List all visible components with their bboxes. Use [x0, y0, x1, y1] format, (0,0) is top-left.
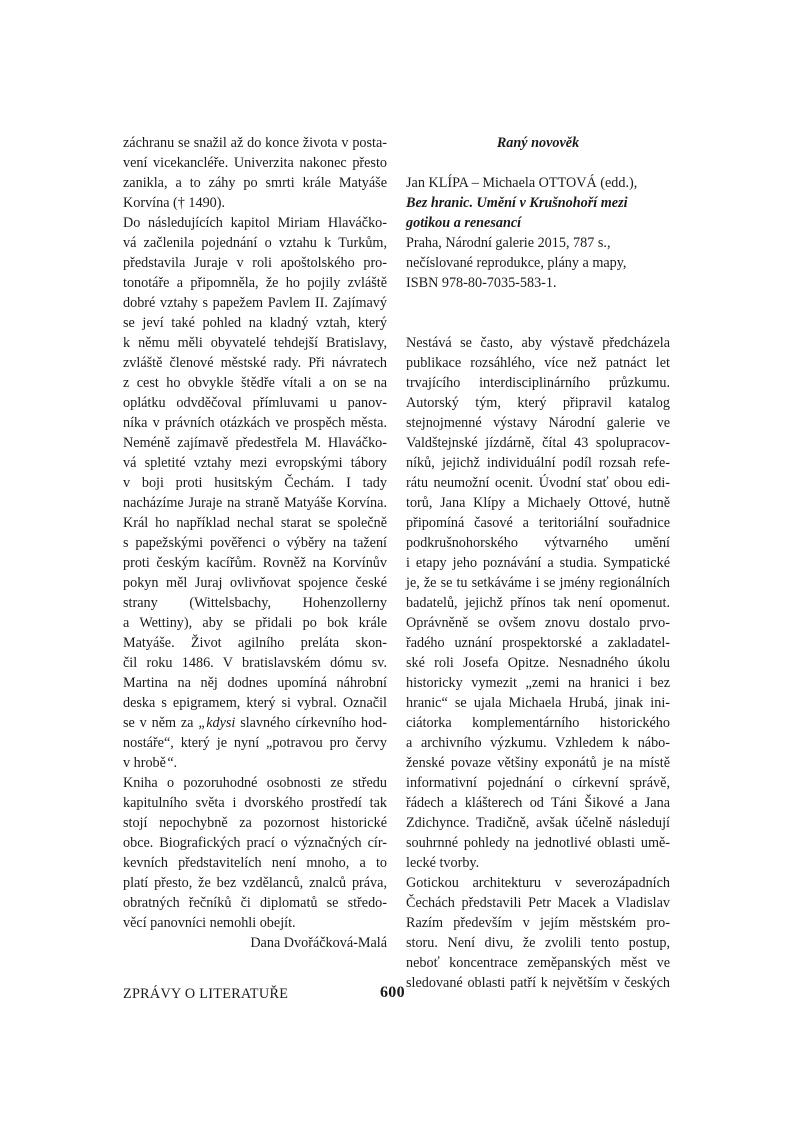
text-line: připomíná časové a teritoriální souřadnice: [406, 515, 670, 531]
text-line: deska s epigramem, který si vybral. Označil: [123, 695, 387, 711]
text-line: obratných řečníků či diplomatů se středo-: [123, 895, 387, 911]
text-line: nacházíme Juraje na straně Matyáše Korvína.: [123, 495, 387, 511]
text-line: historicky vymezit „zemi na hranici i bez: [406, 675, 670, 691]
text-line: Neméně zajímavě předestřela M. Hlaváčko-: [123, 435, 387, 451]
text-line: vení vicekancléře. Univerzita nakonec přesto: [123, 155, 387, 171]
text-line: strany (Wittelsbachy, Hohenzollerny: [123, 595, 387, 611]
text-line: pokyn měl Juraj ovlivňovat spojence české: [123, 575, 387, 591]
section-title: Raný novověk: [496, 135, 580, 151]
page-number: 600: [380, 984, 405, 1001]
text-line: a archivního výzkumu. Vzhledem k nábo-: [406, 735, 670, 751]
reference-title: gotikou a renesancí: [406, 215, 522, 231]
text-line: nostáře“, který je nyní „potravou pro červy: [123, 735, 387, 751]
reference-authors: Jan KLÍPA – Michaela OTTOVÁ (edd.),: [406, 175, 638, 191]
text-line: záchranu se snažil až do konce života v posta-: [123, 135, 387, 151]
italic-text: “.: [165, 755, 178, 771]
text-line: trvajícího interdisciplinárního průzkumu.: [406, 375, 670, 391]
text-line: publikace rozsáhlého, více než patnáct let: [406, 355, 670, 371]
reference-details: nečíslované reprodukce, plány a mapy,: [406, 255, 627, 271]
text-line: Kniha o pozoruhodné osobnosti ze středu: [123, 775, 387, 791]
text-line: Zdichynce. Tradičně, avšak účelně následují: [406, 815, 670, 831]
left-column: [123, 133, 387, 953]
text-line: k němu měli obyvatelé tehdejší Bratislavy,: [123, 335, 387, 351]
text-run: v hrobě: [123, 755, 166, 771]
text-line: obce. Biografických prací o význačných cír-: [123, 835, 387, 851]
text-line: je, že se tu setkáváme i se jmény regionálních: [406, 575, 670, 591]
text-line: lecké tvorby.: [406, 855, 480, 871]
text-line: z cest ho obvykle štědře vítali a on se na: [123, 375, 387, 391]
text-line: se jeví také pohled na kladný vztah, který: [123, 315, 387, 331]
text-line: [123, 713, 387, 733]
text-line: níků, jejichž individuální podíl rozsah refe-: [406, 455, 670, 471]
text-line: hranic“ se ujala Michaela Hrubá, jinak ini-: [406, 695, 670, 711]
italic-text: „kdysi: [198, 715, 236, 731]
text-line: Martina na něj dodnes upomíná náhrobní: [123, 675, 387, 691]
text-line: níka v právních otázkách ve prospěch města.: [123, 415, 387, 431]
reference-title: Bez hranic. Umění v Krušnohoří mezi: [406, 195, 628, 211]
text-line: čil roku 1486. V bratislavském dómu sv.: [123, 655, 387, 671]
text-line: Razím především v jejím městském pro-: [406, 915, 670, 931]
text-line: s papežskými pověřenci o výběry na tažení: [123, 535, 387, 551]
paragraph: [406, 333, 670, 873]
text-line: vá spletité vztahy mezi evropskými tábory: [123, 455, 387, 471]
text-line: souhrnné pohledy na jednotlivé oblasti umě-: [406, 835, 670, 851]
text-line: Do následujících kapitol Miriam Hlaváčko-: [123, 215, 387, 231]
text-run: slavného církevního hod-: [235, 715, 387, 731]
text-line: vá začlenila pojednání o vztahu k Turkům,: [123, 235, 387, 251]
text-line: kapitulního světa i dvorského prostředí tak: [123, 795, 387, 811]
paragraph: [123, 773, 387, 933]
text-line: Gotickou architekturu v severozápadních: [406, 875, 670, 891]
text-line: ciátorka komplementárního historického: [406, 715, 670, 731]
paragraph: [123, 213, 387, 773]
text-line: Valdštejnské jízdárně, čítal 43 spolupracov-: [406, 435, 670, 451]
text-line: zvláště členové městské rady. Při návratech: [123, 355, 387, 371]
review-signature: Dana Dvořáčková-Malá: [250, 935, 387, 951]
text-line: stojí nepochybně za pozornost historické: [123, 815, 387, 831]
text-line: ženské povaze většiny exponátů je na místě: [406, 755, 670, 771]
text-line: sledované oblasti patří k největším v českých: [406, 975, 670, 991]
text-line: storu. Není divu, že zvolili tento postup,: [406, 935, 670, 951]
text-line: věcí panovníci nemohli obejít.: [123, 915, 296, 931]
text-line: Matyáše. Život agilního preláta skon-: [123, 635, 387, 651]
text-line: informativní pojednání o církevní správě,: [406, 775, 670, 791]
text-line: ské roli Josefa Opitze. Nesnadného úkolu: [406, 655, 670, 671]
text-line: [123, 753, 387, 773]
text-line: v boji proti husitským Čechám. I tady: [123, 475, 387, 491]
text-line: Korvína († 1490).: [123, 195, 226, 211]
text-line: Oprávněně se ovšem znovu dostalo prvo-: [406, 615, 670, 631]
text-line: stejnojmenné výstavy Národní galerie ve: [406, 415, 670, 431]
text-line: platí přesto, že bez vzdělanců, znalců práva,: [123, 875, 387, 891]
text-line: badatelů, jejichž přínos tak není opomenut.: [406, 595, 670, 611]
text-line: řadého uznání prospektorské a zakladatel-: [406, 635, 670, 651]
text-line: tonotáře a připomněla, že ho pojily zvláště: [123, 275, 387, 291]
text-line: zanikla, a to záhy po smrti krále Matyáše: [123, 175, 387, 191]
bibliographic-reference: [406, 173, 670, 293]
text-line: a Wettiny), aby se přidali po bok krále: [123, 615, 387, 631]
paragraph: [123, 133, 387, 213]
paragraph: [406, 873, 670, 993]
text-line: Nestává se často, aby výstavě předcházela: [406, 335, 670, 351]
text-line: Čechách představili Petr Macek a Vladislav: [406, 895, 670, 911]
text-line: Král ho například nechal starat se společně: [123, 515, 387, 531]
text-line: neboť koncentrace zeměpanských měst ve: [406, 955, 670, 971]
text-line: podkrušnohorského výtvarného umění: [406, 535, 670, 551]
text-run: se v něm za: [123, 715, 199, 731]
text-line: i etapy jeho poznávání a studia. Sympatické: [406, 555, 670, 571]
text-line: oplátku odvděčoval přímluvami u panov-: [123, 395, 387, 411]
text-line: kevních představitelích není mnoho, a to: [123, 855, 387, 871]
right-column: [406, 133, 670, 993]
text-line: dobré vztahy s papežem Pavlem II. Zajímavý: [123, 295, 387, 311]
text-line: Autorský tým, který připravil katalog: [406, 395, 670, 411]
text-line: rátu neumožní ocenit. Úvodní stať obou edi-: [406, 475, 670, 491]
text-line: řádech a klášterech od Táni Šikové a Jana: [406, 795, 670, 811]
journal-name: ZPRÁVY O LITERATUŘE: [123, 986, 289, 1002]
text-line: torů, Jana Klípy a Michaely Ottové, hutně: [406, 495, 670, 511]
reference-details: ISBN 978-80-7035-583-1.: [406, 275, 557, 291]
text-line: proti českým kacířům. Rovněž na Korvínův: [123, 555, 387, 571]
text-line: představila Juraje v roli apoštolského pro-: [123, 255, 387, 271]
reference-details: Praha, Národní galerie 2015, 787 s.,: [406, 235, 611, 251]
